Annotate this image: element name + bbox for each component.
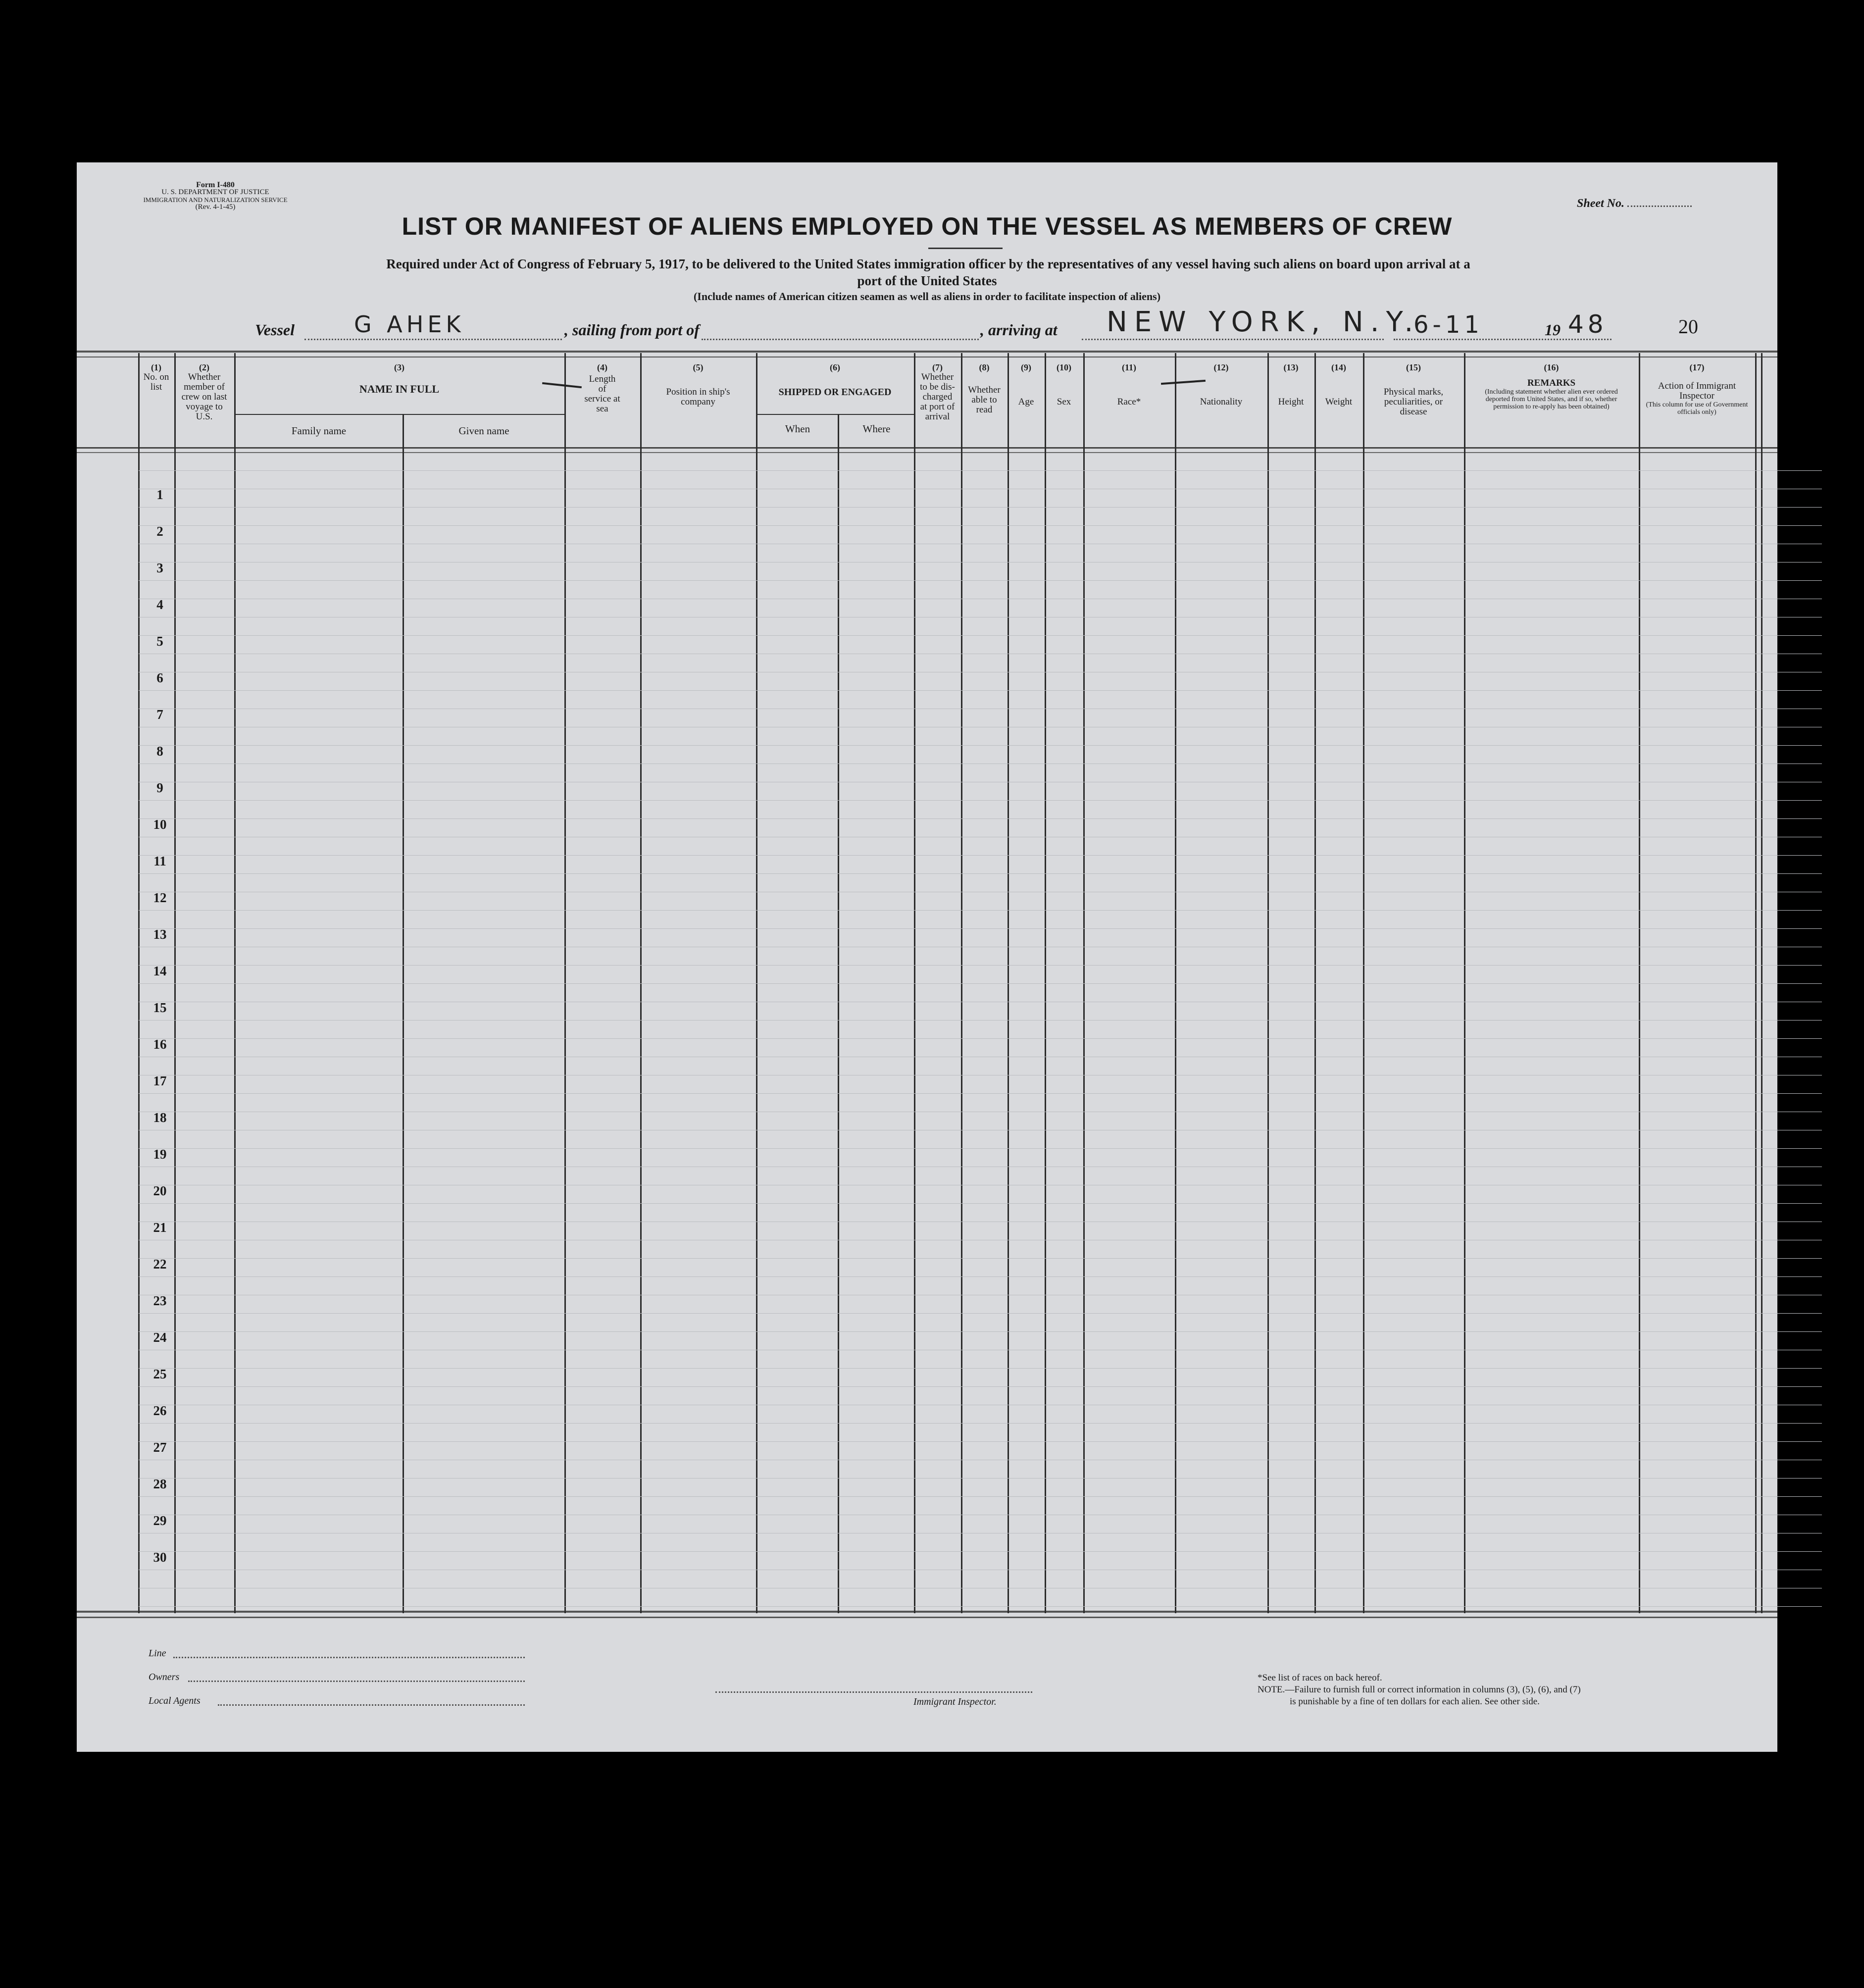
row-number: 16 xyxy=(153,1037,167,1052)
row-number: 24 xyxy=(153,1330,167,1345)
col-7-header: (7) Whether to be dis-charged at port of arrival xyxy=(920,362,955,422)
col-10-header: (10) Sex xyxy=(1057,362,1071,407)
sheet-number-field xyxy=(1577,197,1692,210)
col-11-header: (11) Race* xyxy=(1117,362,1141,407)
row-number: 17 xyxy=(153,1073,167,1088)
required-text-1: Required under Act of Congress of February 5, 1917, to be delivered to the United States immigration officer by the representatives of any vessel having such aliens on board upon arrival at a xyxy=(386,256,1470,271)
row-number: 28 xyxy=(153,1477,167,1491)
page-title: LIST OR MANIFEST OF ALIENS EMPLOYED ON THE VESSEL AS MEMBERS OF CREW xyxy=(402,212,1453,240)
col-13-header: (13) Height xyxy=(1278,362,1304,407)
given-name-header: Given name xyxy=(458,425,509,437)
penalty-note-2: is punishable by a fine of ten dollars for each alien. See other side. xyxy=(1290,1696,1540,1707)
row-number: 14 xyxy=(153,964,167,978)
col-16-header: (16) REMARKS (Including statement whether alien ever ordered deported from United States, and if so, whether permission to re-apply has been obtained) xyxy=(1485,362,1618,410)
required-text-2: port of the United States xyxy=(857,273,997,288)
col-9-header: (9) Age xyxy=(1018,362,1034,407)
races-note: *See list of races on back hereof. xyxy=(1258,1673,1382,1683)
arriving-port: NEW YORK, N.Y. xyxy=(1107,306,1420,338)
when-header: When xyxy=(785,423,810,435)
arriving-label: , arriving at xyxy=(980,321,1058,339)
row-number: 4 xyxy=(156,597,163,612)
vessel-name: G AHEK xyxy=(354,311,465,338)
manifest-sheet xyxy=(77,162,1777,1752)
col-6-header: (6) SHIPPED OR ENGAGED xyxy=(778,362,892,398)
row-number: 7 xyxy=(156,707,163,722)
row-number: 18 xyxy=(153,1110,167,1125)
row-number: 8 xyxy=(156,744,163,759)
row-number: 27 xyxy=(153,1440,167,1455)
row-number: 3 xyxy=(156,561,163,575)
row-number: 6 xyxy=(156,670,163,685)
row-number: 19 xyxy=(153,1147,167,1162)
col-5-header: (5) Position in ship's company xyxy=(666,362,730,407)
owners-label: Owners xyxy=(149,1672,180,1682)
row-number: 26 xyxy=(153,1403,167,1418)
local-agents-label: Local Agents xyxy=(149,1695,201,1706)
col-8-header: (8) Whether able to read xyxy=(968,362,1001,415)
col-4-header: (4) Length of service at sea xyxy=(584,362,620,414)
page-number: 20 xyxy=(1678,315,1698,338)
row-number: 12 xyxy=(153,890,167,905)
arrival-date: 6-11 xyxy=(1413,311,1483,339)
line-label: Line xyxy=(149,1648,166,1659)
row-number: 21 xyxy=(153,1220,167,1235)
col-1-header: (1) No. on list xyxy=(143,362,169,392)
department: U. S. DEPARTMENT OF JUSTICE xyxy=(161,188,269,196)
col-12-header: (12) Nationality xyxy=(1200,362,1243,407)
immigrant-inspector-label: Immigrant Inspector. xyxy=(913,1696,997,1707)
year-suffix: 48 xyxy=(1568,310,1608,339)
form-id-block xyxy=(136,181,295,211)
year-prefix: 19 xyxy=(1545,321,1561,339)
row-number: 1 xyxy=(156,487,163,502)
service-name: IMMIGRATION AND NATURALIZATION SERVICE xyxy=(143,196,288,204)
row-number: 2 xyxy=(156,524,163,539)
row-number: 23 xyxy=(153,1293,167,1308)
title-rule xyxy=(928,248,1003,249)
sheet-number-label: Sheet No. xyxy=(1577,197,1624,210)
col-17-header: (17) Action of Immigrant Inspector (This column for use of Government officials only) xyxy=(1646,362,1748,416)
row-number: 15 xyxy=(153,1000,167,1015)
row-number: 30 xyxy=(153,1550,167,1565)
row-number: 22 xyxy=(153,1257,167,1272)
col-15-header: (15) Physical marks, peculiarities, or disease xyxy=(1383,362,1444,417)
sailing-label: , sailing from port of xyxy=(564,321,700,339)
row-number: 9 xyxy=(156,780,163,795)
row-number: 11 xyxy=(153,854,166,868)
include-note: (Include names of American citizen seamen as well as aliens in order to facilitate inspection of aliens) xyxy=(693,290,1161,303)
col-14-header: (14) Weight xyxy=(1325,362,1353,407)
vessel-label: Vessel xyxy=(255,321,295,339)
row-number: 13 xyxy=(153,927,167,942)
where-header: Where xyxy=(862,423,891,435)
row-number: 25 xyxy=(153,1367,167,1381)
row-number: 10 xyxy=(153,817,167,832)
family-name-header: Family name xyxy=(291,425,347,437)
col-2-header: (2) Whether member of crew on last voyage to U.S. xyxy=(181,362,227,422)
revision: (Rev. 4-1-45) xyxy=(195,203,236,211)
penalty-note-1: NOTE.—Failure to furnish full or correct information in columns (3), (5), (6), and (7) xyxy=(1258,1684,1581,1695)
form-number: Form I-480 xyxy=(196,181,235,189)
row-number: 29 xyxy=(153,1513,167,1528)
row-number: 20 xyxy=(153,1183,167,1198)
row-number: 5 xyxy=(156,634,163,649)
col-3-header: (3) NAME IN FULL xyxy=(359,362,440,395)
